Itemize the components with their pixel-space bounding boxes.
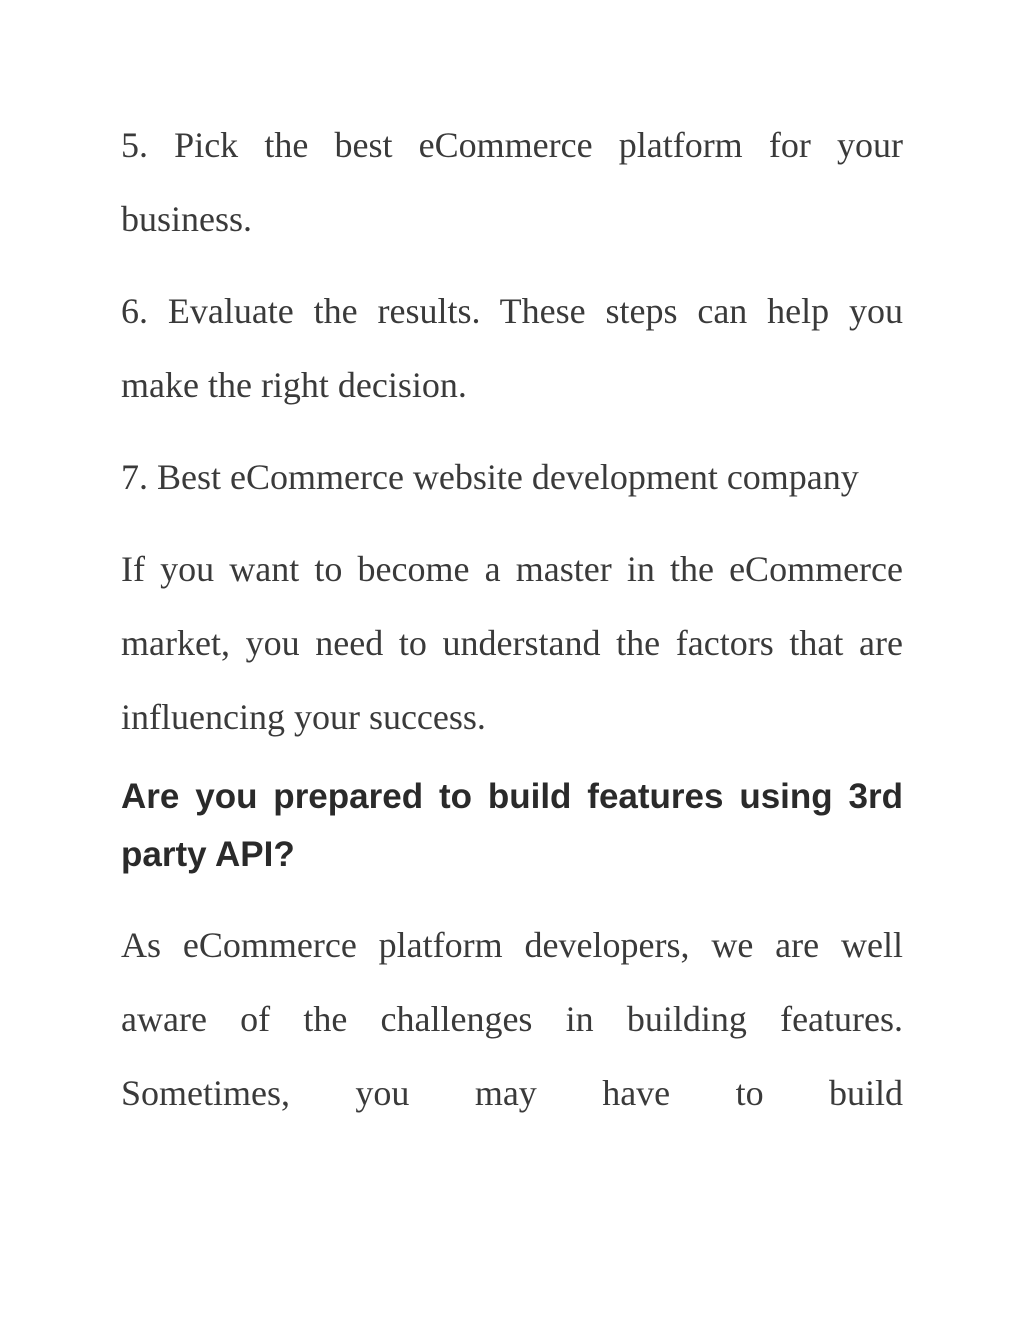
section-heading: Are you prepared to build features using 3rd party API? bbox=[121, 777, 903, 874]
list-item-6: 6. Evaluate the results. These steps can help you make the right decision. bbox=[121, 291, 903, 405]
body-paragraph: If you want to become a master in the eCommerce market, you need to understand the factors that are influencing your success. bbox=[121, 549, 903, 737]
list-item-7: 7. Best eCommerce website development company bbox=[121, 457, 859, 497]
document-page bbox=[121, 108, 903, 1148]
closing-paragraph: As eCommerce platform developers, we are well aware of the challenges in building features. Sometimes, you may have to build bbox=[121, 925, 903, 1113]
list-item-5: 5. Pick the best eCommerce platform for your business. bbox=[121, 125, 903, 239]
